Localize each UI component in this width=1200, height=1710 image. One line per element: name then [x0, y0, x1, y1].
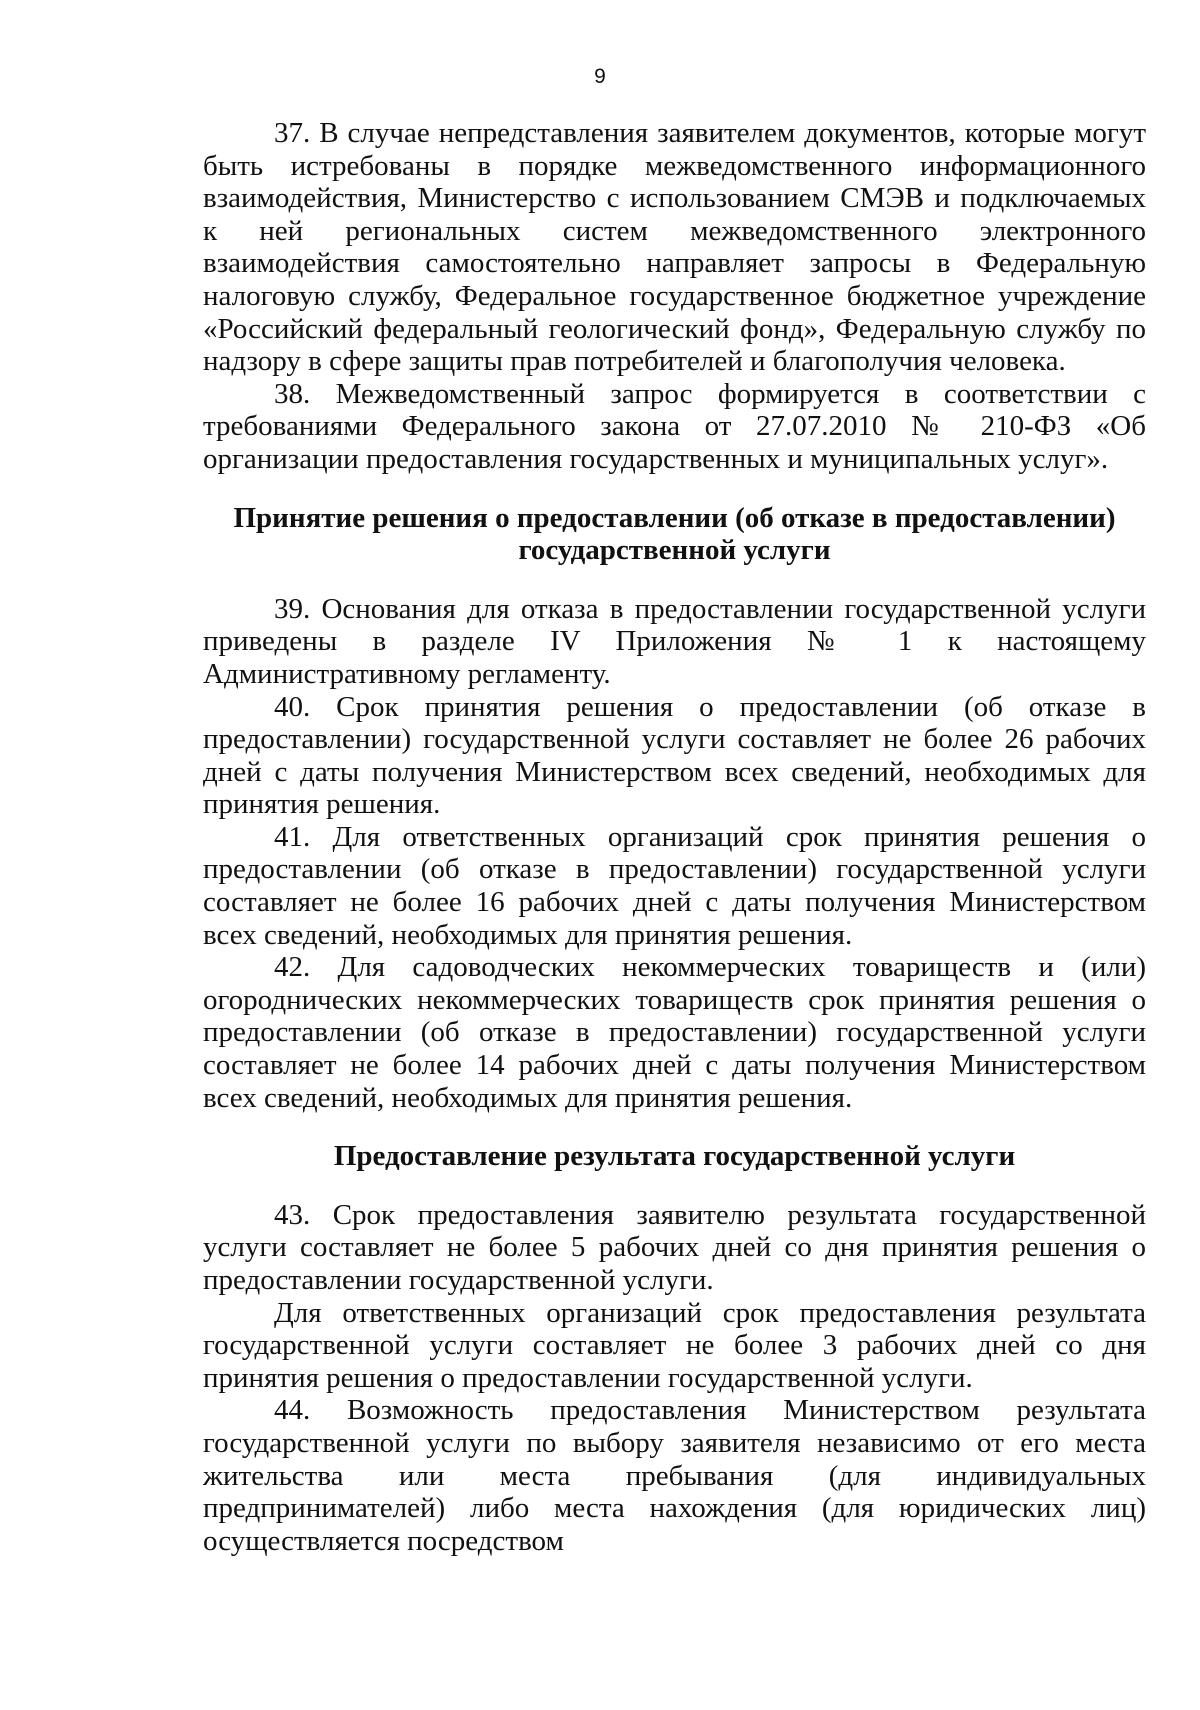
page-number: 9: [594, 65, 606, 88]
document-body: [203, 117, 1146, 1557]
paragraph-38: 38. Межведомственный запрос формируется в соответствии с требованиями Федерального закона от 27.07.2010 № 210-ФЗ «Об организации предоставления государственных и муниципальных услуг».: [203, 377, 1146, 475]
paragraph-43: 43. Срок предоставления заявителю результата государственной услуги составляет не более 5 рабочих дней со дня принятия решения о предоставлении государственной услуги.: [203, 1198, 1146, 1296]
paragraph-39: 39. Основания для отказа в предоставлении государственной услуги приведены в разделе IV Приложения № 1 к настоящему Административному регламенту.: [203, 592, 1146, 690]
paragraph-44: 44. Возможность предоставления Министерством результата государственной услуги по выбору заявителя независимо от его места жительства или места пребывания (для индивидуальных предпринимателей) либо места нахождения (для юридических лиц) осуществляется посредством: [203, 1394, 1146, 1557]
paragraph-42: 42. Для садоводческих некоммерческих товариществ и (или) огороднических некоммерческих товариществ срок принятия решения о предоставлении (об отказе в предоставлении) государственной услуги составляет не более 14 рабочих дней с даты получения Министерством всех сведений, необходимых для принятия решения.: [203, 951, 1146, 1114]
paragraph-37: 37. В случае непредставления заявителем документов, которые могут быть истребованы в порядке межведомственного информационного взаимодействия, Министерство с использованием СМЭВ и подключаемых к ней региональных систем межведомственного электронного взаимодействия самостоятельно направляет запросы в Федеральную налоговую службу, Федеральное государственное бюджетное учреждение «Российский федеральный геологический фонд», Федеральную службу по надзору в сфере защиты прав потребителей и благополучия человека.: [203, 117, 1146, 378]
paragraph-43-continued: Для ответственных организаций срок предоставления результата государственной услуги составляет не более 3 рабочих дней со дня принятия решения о предоставлении государственной услуги.: [203, 1296, 1146, 1394]
section-heading-result: Предоставление результата государственной услуги: [333, 1140, 1016, 1173]
section-heading-decision: Принятие решения о предоставлении (об отказе в предоставлении) государственной услуги: [233, 501, 1116, 567]
paragraph-41: 41. Для ответственных организаций срок принятия решения о предоставлении (об отказе в предоставлении) государственной услуги составляет не более 16 рабочих дней с даты получения Министерством всех сведений, необходимых для принятия решения.: [203, 820, 1146, 951]
paragraph-40: 40. Срок принятия решения о предоставлении (об отказе в предоставлении) государственной услуги составляет не более 26 рабочих дней с даты получения Министерством всех сведений, необходимых для принятия решения.: [203, 690, 1146, 821]
